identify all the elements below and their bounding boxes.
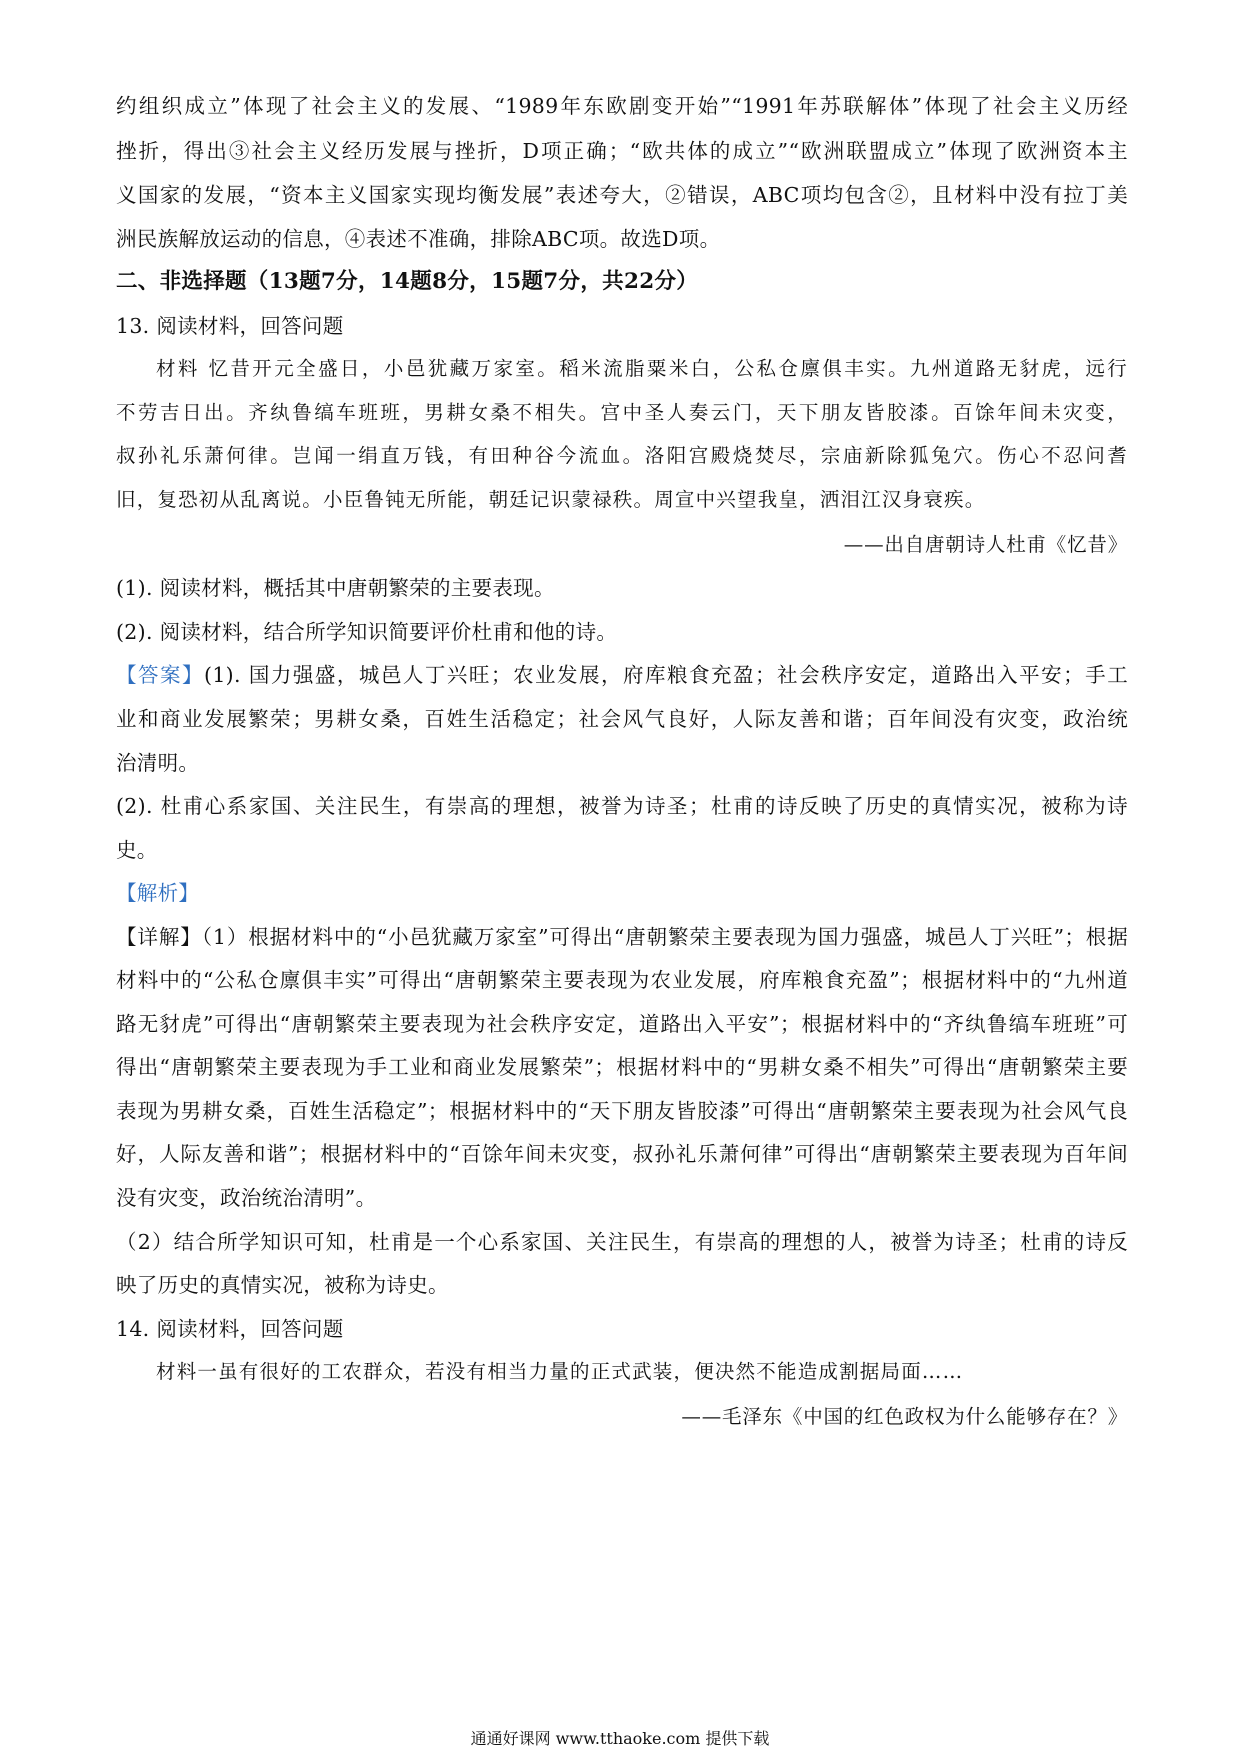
- material-source: ——毛泽东《中国的红色政权为什么能够存在？》: [681, 1405, 1128, 1428]
- question-13-title: 13. 阅读材料，回答问题: [116, 314, 344, 338]
- section-heading: 二、非选择题（13题7分，14题8分，15题7分，共22分）: [116, 269, 699, 294]
- detail-tag: 【详解】: [116, 925, 202, 949]
- material-line: 材料一虽有很好的工农群众，若没有相当力量的正式武装，便决然不能造成割据局面……: [156, 1360, 964, 1383]
- body-line: 挫折，得出③社会主义经历发展与挫折，D项正确；“欧共体的成立”“欧洲联盟成立”体现了欧洲资本主: [116, 139, 1128, 163]
- analysis-tag: 【解析】: [116, 881, 200, 905]
- body-line: 约组织成立”体现了社会主义的发展、“1989年东欧剧变开始”“1991年苏联解体”体现了社会主义历经: [116, 94, 1128, 118]
- body-line: 洲民族解放运动的信息，④表述不准确，排除ABC项。故选D项。: [116, 227, 721, 251]
- body-line: 义国家的发展，“资本主义国家实现均衡发展”表述夸大，②错误，ABC项均包含②，且材料中没有拉丁美: [116, 183, 1128, 207]
- answer-line: (2). 杜甫心系家国、关注民生，有崇高的理想，被誉为诗圣；杜甫的诗反映了历史的真情实况，被称为诗: [116, 794, 1128, 818]
- answer-tag: 【答案】: [116, 663, 205, 687]
- question-14-title: 14. 阅读材料，回答问题: [116, 1317, 344, 1341]
- detail-text: （1）根据材料中的“小邑犹藏万家室”可得出“唐朝繁荣主要表现为国力强盛，城邑人丁兴旺”；根据: [201, 925, 1128, 949]
- answer-text: (1). 国力强盛，城邑人丁兴旺；农业发展，府库粮食充盈；社会秩序安定，道路出入平安；手工: [204, 663, 1128, 687]
- page-footer: 通通好课网 www.tthaoke.com 提供下载: [470, 1729, 770, 1748]
- answer-line: 治清明。: [116, 751, 200, 775]
- material-source: ——出自唐朝诗人杜甫《忆昔》: [843, 533, 1128, 556]
- detail-line: 路无豺虎”可得出“唐朝繁荣主要表现为社会秩序安定，道路出入平安”；根据材料中的“齐纨鲁缟车班班”可: [116, 1012, 1128, 1036]
- sub-question-1: (1). 阅读材料，概括其中唐朝繁荣的主要表现。: [116, 576, 555, 600]
- material-line: 材料 忆昔开元全盛日，小邑犹藏万家室。稻米流脂粟米白，公私仓廪俱丰实。九州道路无豺虎，远行: [156, 357, 1128, 380]
- detail-line: 得出“唐朝繁荣主要表现为手工业和商业发展繁荣”；根据材料中的“男耕女桑不相失”可得出“唐朝繁荣主要: [116, 1055, 1128, 1079]
- detail-line: 表现为男耕女桑，百姓生活稳定”；根据材料中的“天下朋友皆胶漆”可得出“唐朝繁荣主要表现为社会风气良: [116, 1099, 1128, 1123]
- material-line: 旧，复恐初从乱离说。小臣鲁钝无所能，朝廷记识蒙禄秩。周宣中兴望我皇，洒泪江汉身衰疾。: [116, 488, 986, 511]
- material-line: 叔孙礼乐萧何律。岂闻一绢直万钱，有田种谷今流血。洛阳宫殿烧焚尽，宗庙新除狐兔穴。伤心不忍问耆: [116, 444, 1128, 467]
- detail-line: [116, 923, 1128, 951]
- material-line: 不劳吉日出。齐纨鲁缟车班班，男耕女桑不相失。宫中圣人奏云门，天下朋友皆胶漆。百馀年间未灾变，: [116, 401, 1128, 424]
- detail-line: 材料中的“公私仓廪俱丰实”可得出“唐朝繁荣主要表现为农业发展，府库粮食充盈”；根据材料中的“九州道: [116, 968, 1128, 992]
- detail-line: 没有灾变，政治统治清明”。: [116, 1186, 377, 1210]
- sub-question-2: (2). 阅读材料，结合所学知识简要评价杜甫和他的诗。: [116, 620, 618, 644]
- answer-line: [116, 661, 1128, 689]
- answer-line: 史。: [116, 838, 158, 862]
- detail-line: 映了历史的真情实况，被称为诗史。: [116, 1273, 449, 1297]
- detail-line: （2）结合所学知识可知，杜甫是一个心系家国、关注民生，有崇高的理想的人，被誉为诗圣；杜甫的诗反: [116, 1230, 1128, 1254]
- answer-line: 业和商业发展繁荣；男耕女桑，百姓生活稳定；社会风气良好，人际友善和谐；百年间没有灾变，政治统: [116, 707, 1128, 731]
- detail-line: 好，人际友善和谐”；根据材料中的“百馀年间未灾变，叔孙礼乐萧何律”可得出“唐朝繁荣主要表现为百年间: [116, 1142, 1128, 1166]
